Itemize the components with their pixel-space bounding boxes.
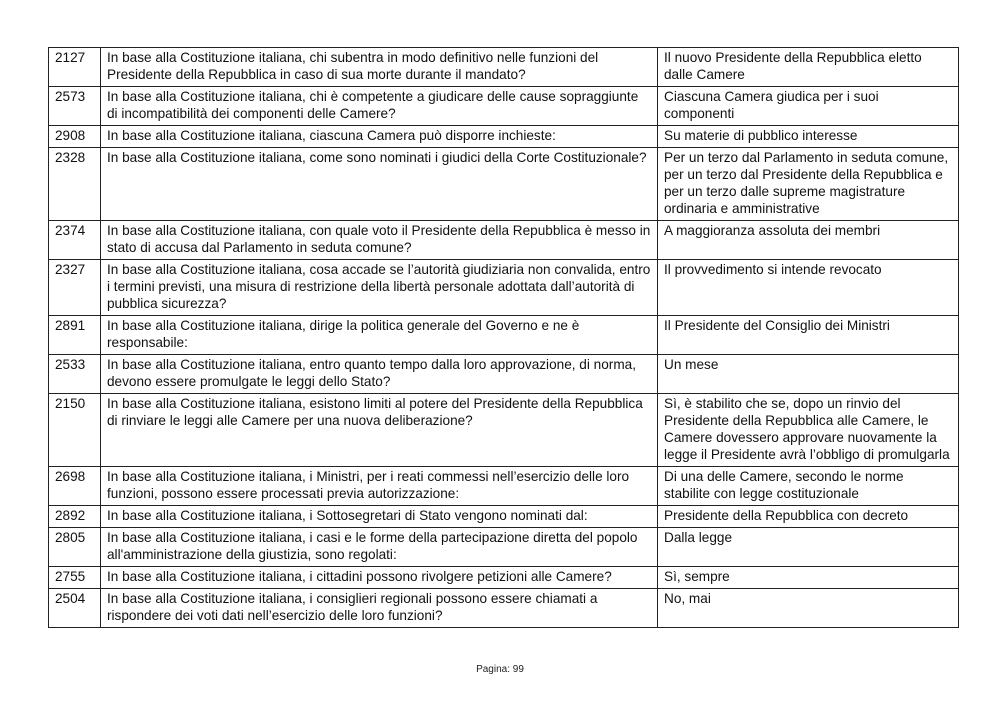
question-text: In base alla Costituzione italiana, come sono nominati i giudici della Corte Costituzionale? (101, 148, 658, 221)
answer-text: Su materie di pubblico interesse (658, 126, 959, 148)
question-id: 2328 (49, 148, 101, 221)
question-text: In base alla Costituzione italiana, con quale voto il Presidente della Repubblica è messo in stato di accusa dal Parlamento in seduta comune? (101, 221, 658, 260)
table-row (49, 528, 959, 567)
table-row (49, 260, 959, 316)
table-row (49, 126, 959, 148)
question-id: 2374 (49, 221, 101, 260)
question-text: In base alla Costituzione italiana, ciascuna Camera può disporre inchieste: (101, 126, 658, 148)
answer-text: Il nuovo Presidente della Repubblica eletto dalle Camere (658, 48, 959, 87)
table-row (49, 567, 959, 589)
answer-text: Ciascuna Camera giudica per i suoi componenti (658, 87, 959, 126)
question-text: In base alla Costituzione italiana, esistono limiti al potere del Presidente della Repubblica di rinviare le leggi alle Camere per una nuova deliberazione? (101, 394, 658, 467)
question-id: 2892 (49, 506, 101, 528)
question-text: In base alla Costituzione italiana, cosa accade se l’autorità giudiziaria non convalida, entro i termini previsti, una misura di restrizione della libertà personale adottata dall’autorità di pubblica sicurezza? (101, 260, 658, 316)
qa-table (48, 47, 959, 628)
answer-text: Il Presidente del Consiglio dei Ministri (658, 316, 959, 355)
answer-text: No, mai (658, 589, 959, 628)
question-id: 2908 (49, 126, 101, 148)
question-text: In base alla Costituzione italiana, chi subentra in modo definitivo nelle funzioni del Presidente della Repubblica in caso di sua morte durante il mandato? (101, 48, 658, 87)
question-id: 2891 (49, 316, 101, 355)
question-text: In base alla Costituzione italiana, entro quanto tempo dalla loro approvazione, di norma, devono essere promulgate le leggi dello Stato? (101, 355, 658, 394)
table-row (49, 506, 959, 528)
question-text: In base alla Costituzione italiana, i consiglieri regionali possono essere chiamati a rispondere dei voti dati nell’esercizio delle loro funzioni? (101, 589, 658, 628)
question-id: 2150 (49, 394, 101, 467)
question-text: In base alla Costituzione italiana, i Sottosegretari di Stato vengono nominati dal: (101, 506, 658, 528)
answer-text: Il provvedimento si intende revocato (658, 260, 959, 316)
question-text: In base alla Costituzione italiana, i casi e le forme della partecipazione diretta del popolo all'amministrazione della giustizia, sono regolati: (101, 528, 658, 567)
table-row (49, 87, 959, 126)
question-id: 2698 (49, 467, 101, 506)
question-id: 2573 (49, 87, 101, 126)
answer-text: Sì, è stabilito che se, dopo un rinvio del Presidente della Repubblica alle Camere, le Camere dovessero approvare nuovamente la legge il Presidente avrà l’obbligo di promulgarla (658, 394, 959, 467)
table-row (49, 316, 959, 355)
question-id: 2805 (49, 528, 101, 567)
table-row (49, 221, 959, 260)
question-text: In base alla Costituzione italiana, chi è competente a giudicare delle cause sopraggiunte di incompatibilità dei componenti delle Camere? (101, 87, 658, 126)
question-id: 2327 (49, 260, 101, 316)
table-row (49, 48, 959, 87)
table-row (49, 589, 959, 628)
table-row (49, 467, 959, 506)
question-text: In base alla Costituzione italiana, i cittadini possono rivolgere petizioni alle Camere? (101, 567, 658, 589)
question-id: 2533 (49, 355, 101, 394)
question-id: 2127 (49, 48, 101, 87)
answer-text: Dalla legge (658, 528, 959, 567)
answer-text: Sì, sempre (658, 567, 959, 589)
table-row (49, 394, 959, 467)
table-row (49, 148, 959, 221)
question-id: 2504 (49, 589, 101, 628)
page-number: Pagina: 99 (476, 664, 524, 675)
answer-text: Per un terzo dal Parlamento in seduta comune, per un terzo dal Presidente della Repubblica e per un terzo dalle supreme magistrature ordinaria e amministrative (658, 148, 959, 221)
answer-text: Presidente della Repubblica con decreto (658, 506, 959, 528)
question-id: 2755 (49, 567, 101, 589)
answer-text: Un mese (658, 355, 959, 394)
answer-text: A maggioranza assoluta dei membri (658, 221, 959, 260)
answer-text: Di una delle Camere, secondo le norme stabilite con legge costituzionale (658, 467, 959, 506)
question-text: In base alla Costituzione italiana, dirige la politica generale del Governo e ne è responsabile: (101, 316, 658, 355)
table-row (49, 355, 959, 394)
question-text: In base alla Costituzione italiana, i Ministri, per i reati commessi nell’esercizio delle loro funzioni, possono essere processati previa autorizzazione: (101, 467, 658, 506)
